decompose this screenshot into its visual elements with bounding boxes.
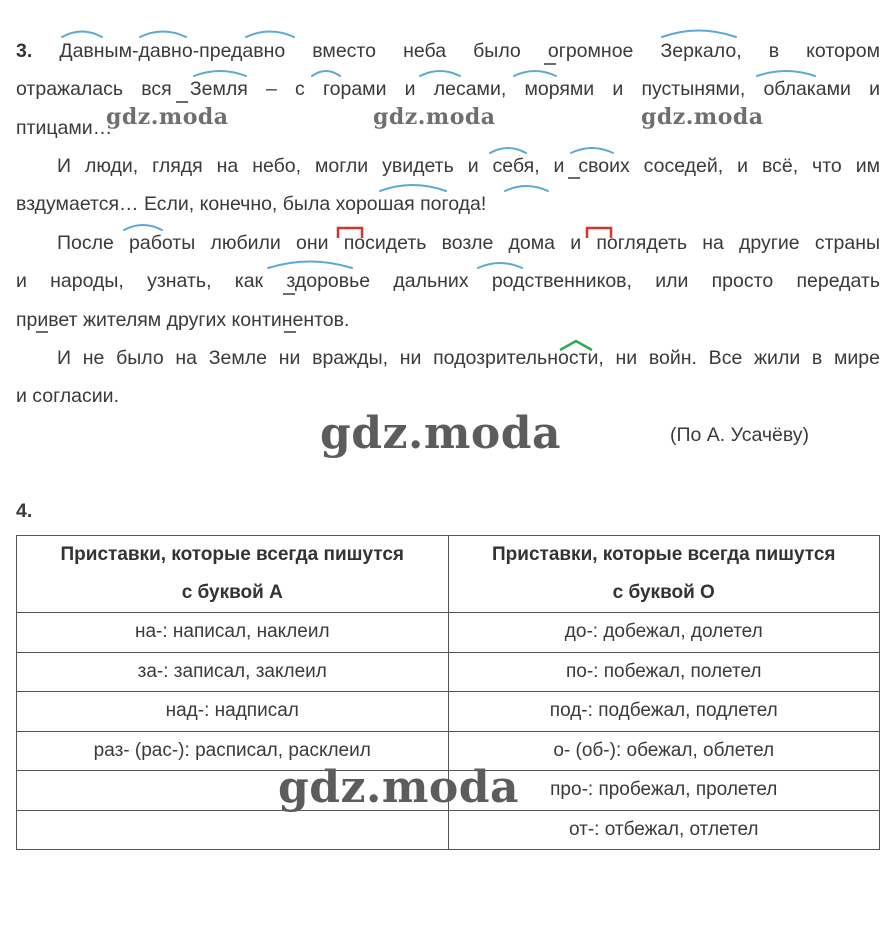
root-arc-11 xyxy=(571,148,613,153)
header-a-line-1: Приставки, которые всегда пишутся xyxy=(60,544,404,565)
text-line-5: вздумается… Если, конечно, была хорошая погода! xyxy=(16,193,487,215)
root-arc-15 xyxy=(268,262,352,269)
root-arc-8 xyxy=(514,71,556,76)
watermark-1: gdz.moda xyxy=(106,104,229,130)
header-prefix-a xyxy=(17,536,449,613)
header-o-line-2: с буквой О xyxy=(612,582,715,603)
root-arc-13 xyxy=(505,186,548,191)
root-arc-3 xyxy=(246,32,294,38)
root-arc-5 xyxy=(194,71,246,76)
table-row xyxy=(17,613,880,653)
root-marks-layer xyxy=(0,0,895,420)
table-cell-o: от-: отбежал, отлетел xyxy=(448,810,880,850)
table-cell-o: о- (об-): обежал, облетел xyxy=(448,731,880,771)
exercise-4-number: 4. xyxy=(16,500,33,522)
table-row xyxy=(17,692,880,732)
text-line-1-content: Давным-давно-предавно вместо неба было огромное Зеркало, в котором xyxy=(59,40,880,62)
table-cell-a: на-: написал, наклеил xyxy=(17,613,449,653)
table-cell-o: по-: побежал, полетел xyxy=(448,652,880,692)
table-cell-a: над-: надписал xyxy=(17,692,449,732)
author-attribution: (По А. Усачёву) xyxy=(670,424,810,446)
prefix-mark-2 xyxy=(587,228,611,238)
table-cell-o: до-: добежал, долетел xyxy=(448,613,880,653)
table-cell-o: под-: подбежал, подлетел xyxy=(448,692,880,732)
text-line-7: и народы, узнать, как здоровье дальних родственников, или просто передать xyxy=(16,270,880,292)
watermark-large-1: gdz.moda xyxy=(320,408,562,459)
prefix-mark-1 xyxy=(338,228,362,238)
text-line-6: После работы любили они посидеть возле дома и поглядеть на другие страны xyxy=(57,232,880,254)
watermark-3: gdz.moda xyxy=(641,104,764,130)
table-cell-a: за-: записал, заклеил xyxy=(17,652,449,692)
root-arc-6 xyxy=(312,71,340,76)
root-arc-4 xyxy=(662,31,736,38)
root-arc-16 xyxy=(478,263,522,268)
text-line-3: птицами… xyxy=(16,117,113,139)
watermark-2: gdz.moda xyxy=(373,104,496,130)
root-arc-1 xyxy=(62,32,102,38)
exercise-3-number: 3. xyxy=(16,40,33,62)
header-a-line-2: с буквой А xyxy=(181,582,283,603)
root-arc-10 xyxy=(490,148,526,153)
text-line-2: отражалась вся Земля – с горами и лесами, морями и пустынями, облаками и xyxy=(16,78,880,100)
root-arc-12 xyxy=(380,185,446,191)
table-header-row xyxy=(17,536,880,613)
root-arc-9 xyxy=(757,71,815,76)
suffix-mark xyxy=(560,341,592,350)
table-cell-o: про-: пробежал, пролетел xyxy=(448,771,880,811)
text-line-4: И люди, глядя на небо, могли увидеть и себя, и своих соседей, и всё, что им xyxy=(57,155,880,177)
text-line-10: и согласии. xyxy=(16,385,119,407)
table-row xyxy=(17,810,880,850)
root-arc-7 xyxy=(420,71,460,76)
root-arc-14 xyxy=(124,225,162,230)
header-o-line-1: Приставки, которые всегда пишутся xyxy=(492,544,836,565)
table-row xyxy=(17,652,880,692)
text-line-8: привет жителям других континентов. xyxy=(16,309,350,331)
table-cell-a xyxy=(17,810,449,850)
header-prefix-o xyxy=(448,536,880,613)
root-arc-2 xyxy=(140,32,186,38)
table-cell-a: раз- (рас-): расписал, расклеил xyxy=(17,731,449,771)
watermark-large-2: gdz.moda xyxy=(278,762,520,813)
text-line-9: И не было на Земле ни вражды, ни подозрительности, ни войн. Все жили в мире xyxy=(57,347,880,369)
